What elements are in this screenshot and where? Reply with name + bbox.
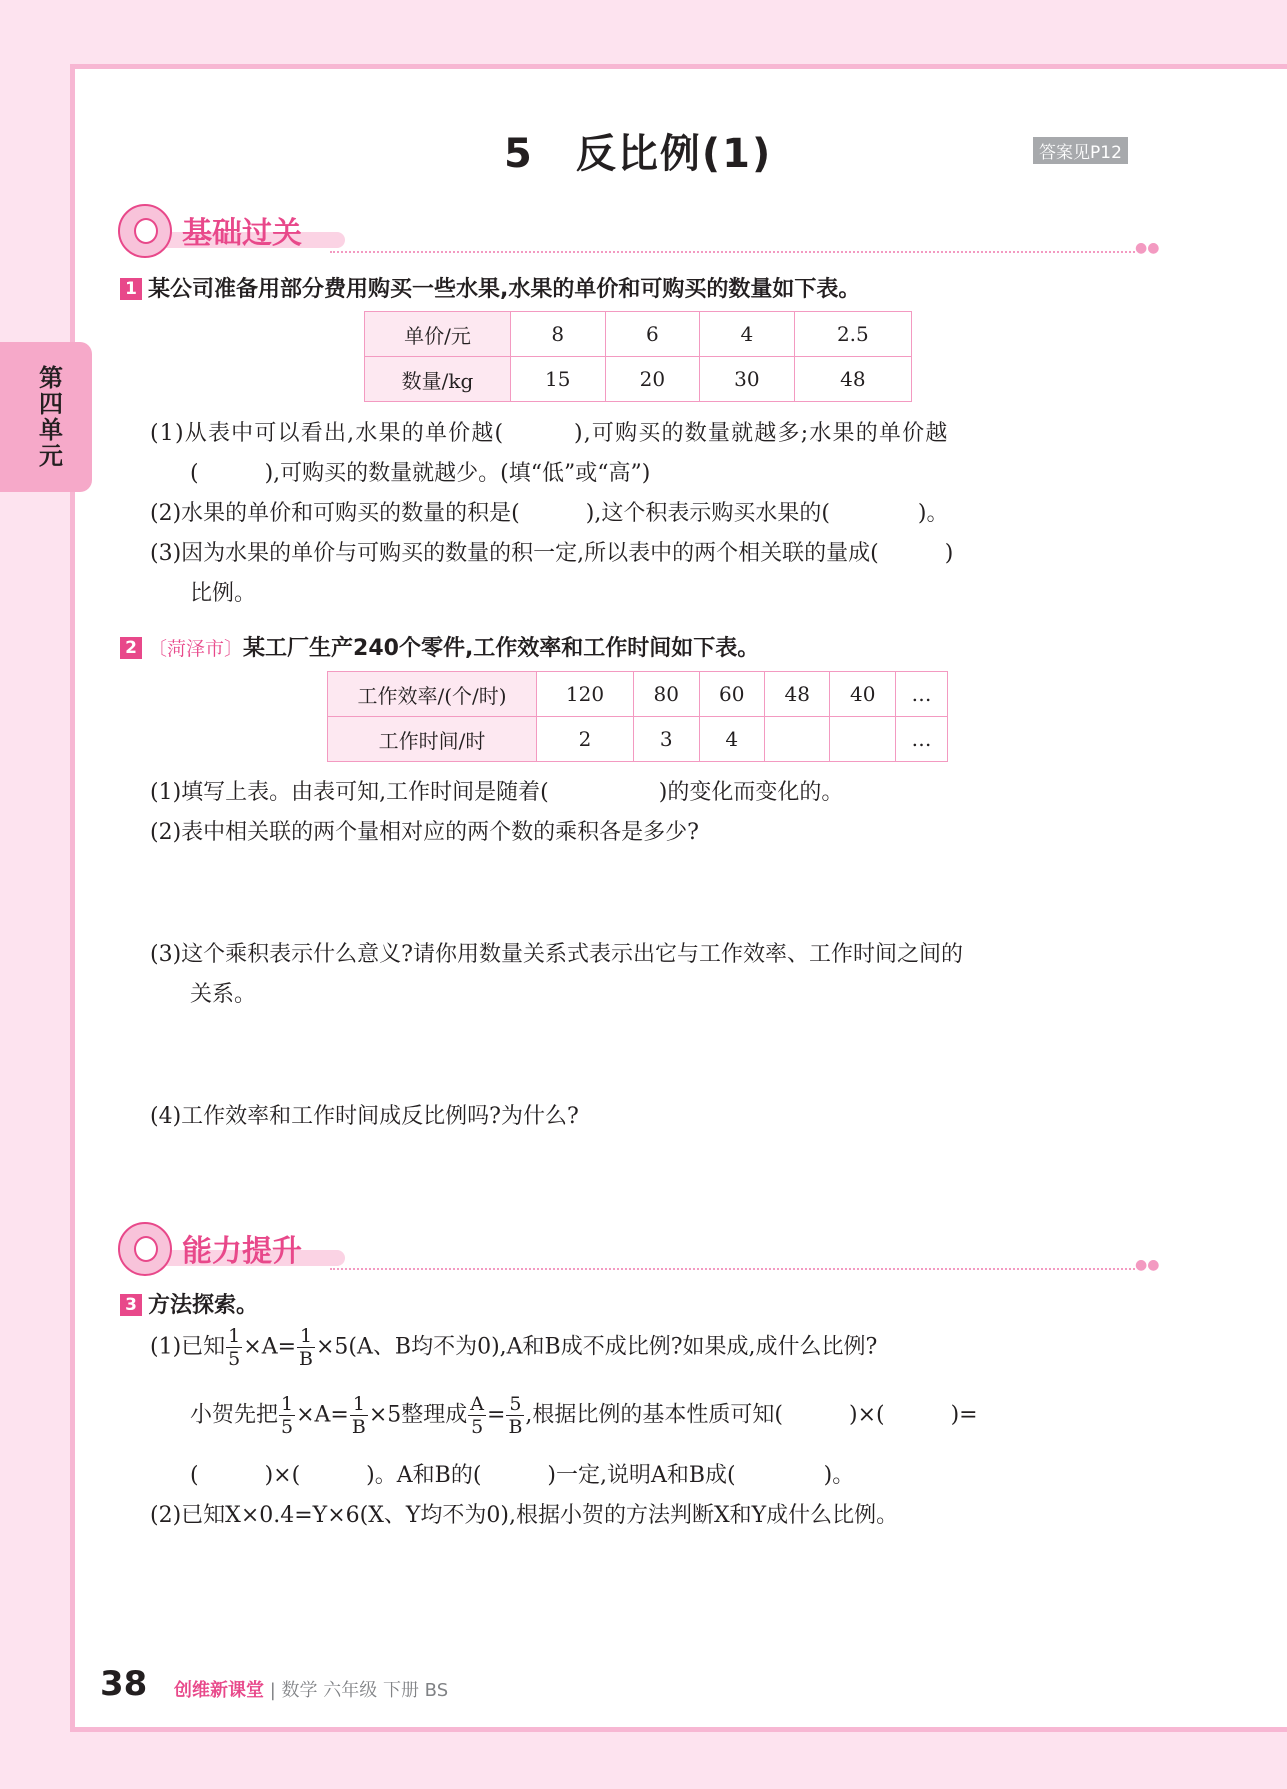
- q2-number: 2: [120, 637, 142, 659]
- table-cell: 数量/kg: [365, 357, 511, 402]
- answer-reference-badge: 答案见P12: [1033, 137, 1128, 164]
- numerator: 1: [297, 1325, 315, 1348]
- q1-part2: (2)水果的单价和可购买的数量的积是( ),这个积表示购买水果的( )。: [150, 501, 949, 526]
- q1-stem: [120, 272, 860, 303]
- q2-part2: (2)表中相关联的两个量相对应的两个数的乘积各是多少?: [150, 820, 699, 845]
- table-cell: …: [895, 717, 947, 762]
- q1-part3-line2: 比例。: [190, 581, 257, 606]
- table-cell: 40: [830, 672, 895, 717]
- table-cell: 8: [511, 312, 606, 357]
- section1-divider: [330, 251, 1135, 253]
- q2-part1: (1)填写上表。由表可知,工作时间是随着( )的变化而变化的。: [150, 780, 844, 805]
- fraction: [226, 1325, 242, 1370]
- text: ×5(A、B均不为0),A和B成不成比例?如果成,成什么比例?: [316, 1334, 878, 1360]
- text: ,根据比例的基本性质可知( )×( )=: [525, 1402, 978, 1428]
- numerator: 5: [506, 1393, 524, 1416]
- table-row: [365, 357, 912, 402]
- fraction: [350, 1393, 368, 1438]
- table-cell: [830, 717, 895, 762]
- numerator: 1: [228, 1325, 241, 1347]
- page-number: 38: [100, 1664, 148, 1704]
- table-cell: 4: [700, 312, 795, 357]
- text: (1)已知: [150, 1334, 226, 1360]
- denominator: B: [299, 1348, 313, 1370]
- q3-stem-text: 方法探索。: [148, 1293, 259, 1318]
- table-cell: 120: [537, 672, 634, 717]
- table-row: [328, 717, 948, 762]
- table-cell: 48: [794, 357, 911, 402]
- text: ×A=: [296, 1402, 349, 1428]
- q1-part3-line1: (3)因为水果的单价与可购买的数量的积一定,所以表中的两个相关联的量成( ): [150, 541, 954, 566]
- denominator: 5: [471, 1416, 484, 1438]
- q2-part4: (4)工作效率和工作时间成反比例吗?为什么?: [150, 1104, 579, 1129]
- numerator: 1: [350, 1393, 368, 1416]
- fraction: [279, 1393, 295, 1438]
- q3-part1: [150, 1325, 877, 1370]
- denominator: B: [351, 1416, 366, 1438]
- dots-icon: ●●: [1135, 1257, 1160, 1273]
- fraction: [468, 1393, 486, 1438]
- page-title: 5 反比例(1): [504, 131, 773, 177]
- q1-part1-line1: (1)从表中可以看出,水果的单价越( ),可购买的数量就越多;水果的单价越: [150, 421, 949, 446]
- table-cell: 48: [764, 672, 829, 717]
- section2-divider: [330, 1268, 1135, 1270]
- footer-brand: 创维新课堂: [174, 1680, 264, 1701]
- denominator: 5: [228, 1348, 241, 1370]
- q2-stem-text: 某工厂生产240个零件,工作效率和工作时间如下表。: [243, 636, 760, 661]
- table-row: [328, 672, 948, 717]
- unit-tab-label: 第四单元: [34, 365, 63, 469]
- text: ×5整理成: [368, 1402, 468, 1428]
- q3-stem: [120, 1288, 258, 1319]
- footer-text: [174, 1676, 448, 1702]
- mascot-icon: [118, 1222, 172, 1276]
- q2-part3-line2: 关系。: [190, 982, 257, 1007]
- table-cell: 60: [699, 672, 764, 717]
- q3-explanation-line2: ( )×( )。A和B的( )一定,说明A和B成( )。: [190, 1463, 855, 1488]
- table-cell: 2.5: [794, 312, 911, 357]
- table-cell: 单价/元: [365, 312, 511, 357]
- unit-tab: [0, 342, 92, 492]
- table-cell: 6: [605, 312, 700, 357]
- table-cell: 3: [634, 717, 699, 762]
- text: =: [487, 1402, 506, 1428]
- fraction: [297, 1325, 315, 1370]
- q1-number: 1: [120, 278, 142, 300]
- denominator: B: [508, 1416, 523, 1438]
- table-cell: 30: [700, 357, 795, 402]
- table-cell: 2: [537, 717, 634, 762]
- text: 小贺先把: [190, 1402, 279, 1428]
- q3-part2: (2)已知X×0.4=Y×6(X、Y均不为0),根据小贺的方法判断X和Y成什么比例。: [150, 1503, 899, 1528]
- table-cell: 15: [511, 357, 606, 402]
- table-cell: 20: [605, 357, 700, 402]
- q2-part3-line1: (3)这个乘积表示什么意义?请你用数量关系式表示出它与工作效率、工作时间之间的: [150, 942, 963, 967]
- table-row: [365, 312, 912, 357]
- denominator: 5: [281, 1416, 294, 1438]
- footer-rest: | 数学 六年级 下册 BS: [269, 1680, 449, 1701]
- table-cell: 4: [699, 717, 764, 762]
- table-cell: 工作时间/时: [328, 717, 537, 762]
- fraction: [506, 1393, 524, 1438]
- q2-source-tag: 〔菏泽市〕: [148, 638, 244, 660]
- mascot-icon: [118, 204, 172, 258]
- q1-table: [364, 311, 912, 402]
- q1-stem-text: 某公司准备用部分费用购买一些水果,水果的单价和可购买的数量如下表。: [148, 277, 861, 302]
- table-cell: [764, 717, 829, 762]
- numerator: A: [470, 1393, 485, 1415]
- dots-icon: ●●: [1135, 240, 1160, 256]
- text: ×A=: [243, 1334, 297, 1360]
- q2-table: [327, 671, 948, 762]
- q3-explanation-line1: [190, 1393, 978, 1438]
- table-cell: 80: [634, 672, 699, 717]
- numerator: 1: [281, 1393, 294, 1415]
- section2-title: 能力提升: [182, 1234, 302, 1269]
- q3-number: 3: [120, 1294, 142, 1316]
- table-cell: 工作效率/(个/时): [328, 672, 537, 717]
- q2-stem: [120, 631, 759, 662]
- section1-title: 基础过关: [182, 216, 302, 251]
- table-cell: …: [895, 672, 947, 717]
- q1-part1-line2: ( ),可购买的数量就越少。(填“低”或“高”): [190, 461, 651, 486]
